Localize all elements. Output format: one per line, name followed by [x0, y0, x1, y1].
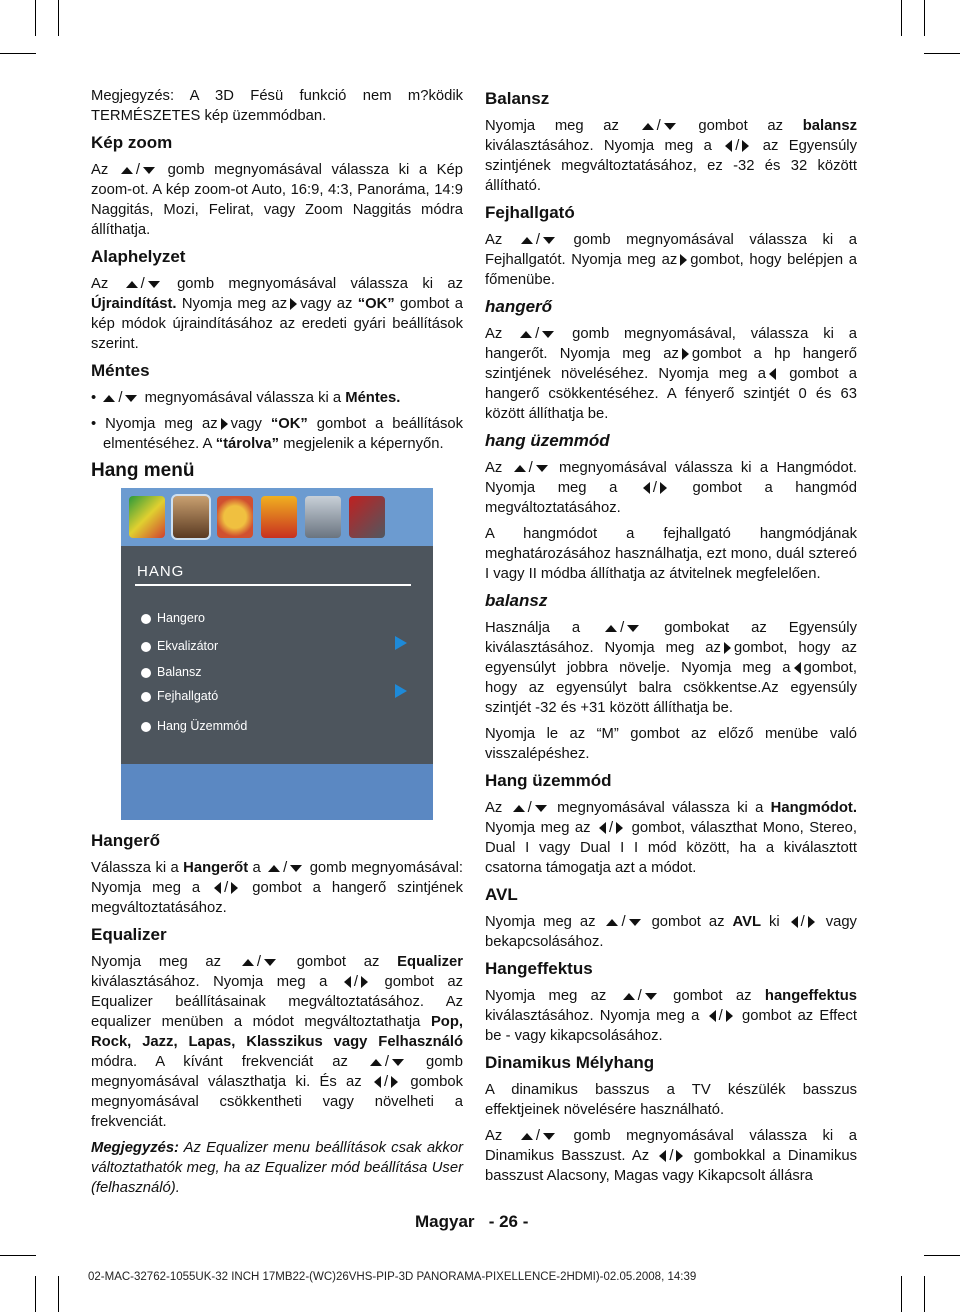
- menu-item-ekvalizator[interactable]: Ekvalizátor: [141, 636, 218, 656]
- right-arrow-icon: [682, 348, 689, 360]
- right-column: [485, 86, 857, 1192]
- fejhallgato-heading: Fejhallgató: [485, 203, 575, 222]
- left-arrow-icon: [769, 368, 776, 380]
- hang-uzemmod-sub-text-2: A hangmódot a fejhallgató hangmódjának meghatározásához használhatja, ezt mono, duál sztereó I vagy II módba állíthatja az átvitelnek megfelelően.: [485, 526, 857, 582]
- hang-menu-heading: Hang menü: [91, 460, 195, 481]
- up-arrow-icon: [623, 993, 635, 1000]
- left-column: [91, 86, 463, 1204]
- crop-mark: [924, 53, 960, 54]
- bullet-dot-icon: [141, 642, 151, 652]
- left-arrow-icon: [374, 1076, 381, 1088]
- up-arrow-icon: [513, 805, 525, 812]
- dinamikus-heading: Dinamikus Mélyhang: [485, 1053, 655, 1072]
- crop-mark: [35, 1276, 36, 1312]
- menu-item-hangero[interactable]: Hangero: [141, 608, 205, 628]
- mentes-heading: Méntes: [91, 361, 150, 380]
- kep-zoom-text: Az / gomb megnyomásával válassza ki a Kép zoom-ot. A kép zoom-ot Auto, 16:9, 4:3, Panoráma, 14:9 Naggitás, Mozi, Felirat, vagy Zoom Naggitás módra állíthatja.: [91, 162, 463, 238]
- down-arrow-icon: [148, 281, 160, 288]
- left-arrow-icon: [791, 916, 798, 928]
- crop-mark: [901, 1276, 902, 1312]
- down-arrow-icon: [536, 465, 548, 472]
- hang-uzemmod-sub-heading: hang üzemmód: [485, 431, 610, 450]
- balansz-sub-text-2: Nyomja le az “M” gombot az előző menübe való visszalépéshez.: [485, 726, 857, 762]
- down-arrow-icon: [543, 1133, 555, 1140]
- bullet-dot-icon: [141, 692, 151, 702]
- crop-mark: [58, 1276, 59, 1312]
- left-arrow-icon: [659, 1150, 666, 1162]
- equalizer-note: Megjegyzés: Az Equalizer menu beállítások csak akkor változtathatók meg, ha az Equalizer mód beállítása User (felhasználó).: [91, 1140, 463, 1196]
- file-footer: 02-MAC-32762-1055UK-32 INCH 17MB22-(WC)26VHS-PIP-3D PANORAMA-PIXELLENCE-2HDMI)-02.05.2008, 14:39: [88, 1271, 697, 1283]
- left-arrow-icon: [794, 662, 801, 674]
- up-arrow-icon: [605, 625, 617, 632]
- menu-icon-bar: [121, 488, 433, 546]
- right-arrow-icon: [676, 1150, 683, 1162]
- down-arrow-icon: [645, 993, 657, 1000]
- right-arrow-icon: [221, 418, 228, 430]
- crop-mark: [0, 53, 36, 54]
- up-arrow-icon: [268, 865, 280, 872]
- menu-panel: [121, 546, 433, 764]
- left-arrow-icon: [599, 822, 606, 834]
- bullet-dot-icon: [141, 614, 151, 624]
- up-arrow-icon: [242, 959, 254, 966]
- up-arrow-icon: [121, 167, 133, 174]
- hangeffektus-heading: Hangeffektus: [485, 959, 593, 978]
- balansz-sub-heading: balansz: [485, 591, 548, 610]
- hang-uzemmod-heading: Hang üzemmód: [485, 771, 612, 790]
- crop-mark: [924, 1255, 960, 1256]
- right-arrow-icon: [361, 976, 368, 988]
- right-arrow-icon: [231, 882, 238, 894]
- up-arrow-icon: [606, 919, 618, 926]
- balansz-text: Nyomja meg az / gombot az balansz kiválasztásához. Nyomja meg a / az Egyensúly szintjének megváltoztatásához, ez -32 és 32 között állítható.: [485, 118, 857, 194]
- mentes-bullet-2: • Nyomja meg az vagy “OK” gombot a beállítások elmentéséhez. A “tárolva” megjelenik a képernyőn.: [91, 416, 463, 452]
- up-arrow-icon: [520, 331, 532, 338]
- clock-icon: [217, 496, 253, 538]
- equalizer-text: Nyomja meg az / gombot az Equalizer kiválasztásához. Nyomja meg a / gombot az Equalizer beállításainak megváltoztatásához. Az equalizer menüben a módot megváltoztathatja Pop, Rock, Jazz, Lapas, Klasszikus vagy Felhasználó módra. A kívánt frekvenciát az / gomb megnyomásával választhatja ki. És az / gombok megnyomásával csökkentheti vagy növelheti a frekvenciát.: [91, 954, 463, 1130]
- alaphelyzet-heading: Alaphelyzet: [91, 247, 186, 266]
- menu-item-balansz[interactable]: Balansz: [141, 662, 201, 682]
- crop-mark: [58, 0, 59, 36]
- right-arrow-icon: [726, 1010, 733, 1022]
- menu-item-hang-uzemmod[interactable]: Hang Üzemmód: [141, 716, 247, 736]
- hang-menu-screenshot: [121, 488, 433, 820]
- balansz-heading: Balansz: [485, 89, 550, 108]
- right-arrow-icon: [616, 822, 623, 834]
- down-arrow-icon: [543, 237, 555, 244]
- hangero-text: Válassza ki a Hangerőt a / gomb megnyomásával: Nyomja meg a / gombot a hangerő szintjének megváltoztatásához.: [91, 860, 463, 916]
- up-arrow-icon: [103, 395, 115, 402]
- menu-title: HANG: [137, 563, 185, 580]
- down-arrow-icon: [392, 1059, 404, 1066]
- hangero-sub-text: Az / gomb megnyomásával, válassza ki a hangerőt. Nyomja meg az gombot a hp hangerő szintjének növeléséhez. Nyomja meg a gombot a hangerő csökkentéséhez. A fényerő szintjét 0 és 63 között állíthatja be.: [485, 326, 857, 422]
- down-arrow-icon: [535, 805, 547, 812]
- hang-uzemmod-text: Az / megnyomásával válassza ki a Hangmódot. Nyomja meg az / gombot, választhat Mono, Stereo, Dual I vagy Dual I I mód között, ha a kiválasztott csatorna támogatja azt a módot.: [485, 800, 857, 876]
- right-arrow-icon: [808, 916, 815, 928]
- source-icon: [349, 496, 385, 538]
- right-arrow-icon: [290, 298, 297, 310]
- up-arrow-icon: [126, 281, 138, 288]
- right-arrow-icon: [742, 140, 749, 152]
- fejhallgato-text: Az / gomb megnyomásával válassza ki a Fejhallgatót. Nyomja meg az gombot, hogy belépjen a főmenübe.: [485, 232, 857, 288]
- down-arrow-icon: [125, 395, 137, 402]
- kep-zoom-heading: Kép zoom: [91, 133, 173, 152]
- submenu-arrow-icon: [395, 636, 407, 650]
- down-arrow-icon: [627, 625, 639, 632]
- crop-mark: [924, 1276, 925, 1312]
- up-arrow-icon: [642, 123, 654, 130]
- hangero-sub-heading: hangerő: [485, 297, 553, 316]
- right-arrow-icon: [391, 1076, 398, 1088]
- up-arrow-icon: [370, 1059, 382, 1066]
- right-arrow-icon: [724, 642, 731, 654]
- cables-icon: [305, 496, 341, 538]
- hangero-heading: Hangerő: [91, 831, 160, 850]
- up-arrow-icon: [514, 465, 526, 472]
- left-arrow-icon: [709, 1010, 716, 1022]
- crop-mark: [924, 0, 925, 36]
- up-arrow-icon: [521, 237, 533, 244]
- right-arrow-icon: [680, 254, 687, 266]
- down-arrow-icon: [664, 123, 676, 130]
- speaker-icon: [173, 496, 209, 538]
- crop-mark: [0, 1255, 36, 1256]
- page-number: Magyar - 26 -: [415, 1212, 529, 1231]
- crop-mark: [901, 0, 902, 36]
- down-arrow-icon: [629, 919, 641, 926]
- hangeffektus-text: Nyomja meg az / gombot az hangeffektus kiválasztásához. Nyomja meg a / gombot az Effect be - vagy kikapcsolásához.: [485, 988, 857, 1044]
- submenu-arrow-icon: [395, 684, 407, 698]
- intro-note: Megjegyzés: A 3D Fésü funkció nem m?ködik TERMÉSZETES kép üzemmódban.: [91, 88, 463, 124]
- menu-footer-bar: [121, 764, 433, 820]
- down-arrow-icon: [143, 167, 155, 174]
- avl-text: Nyomja meg az / gombot az AVL ki / vagy bekapcsolásához.: [485, 914, 857, 950]
- menu-divider: [135, 584, 411, 586]
- mentes-bullet-1: • / megnyomásával válassza ki a Méntes.: [91, 390, 401, 406]
- down-arrow-icon: [290, 865, 302, 872]
- dinamikus-text-2: Az / gomb megnyomásával válassza ki a Dinamikus Basszust. Az / gombokkal a Dinamikus basszust Alacsony, Magas vagy Kikapcsolt állásra: [485, 1128, 857, 1184]
- down-arrow-icon: [542, 331, 554, 338]
- left-arrow-icon: [725, 140, 732, 152]
- menu-item-fejhallgato[interactable]: Fejhallgató: [141, 686, 218, 706]
- dinamikus-text: A dinamikus basszus a TV készülék basszus effektjeinek növelésére használható.: [485, 1082, 857, 1118]
- left-arrow-icon: [643, 482, 650, 494]
- toolbox-icon: [261, 496, 297, 538]
- left-arrow-icon: [344, 976, 351, 988]
- up-arrow-icon: [521, 1133, 533, 1140]
- bullet-dot-icon: [141, 668, 151, 678]
- crop-mark: [35, 0, 36, 36]
- alaphelyzet-text: Az / gomb megnyomásával válassza ki az Újraindítást. Nyomja meg az vagy az “OK” gombot a kép módok újraindításához az eredeti gyári beállítások szerint.: [91, 276, 463, 352]
- bullet-dot-icon: [141, 722, 151, 732]
- balansz-sub-text: Használja a / gombokat az Egyensúly kiválasztásához. Nyomja meg az gombot, hogy az egyensúlyt jobbra növelje. Nyomja meg a gombot, hogy az egyensúlyt balra csökkentse.Az egyensúly szintjét -32 és +31 között állíthatja be.: [485, 620, 858, 716]
- picture-icon: [129, 496, 165, 538]
- left-arrow-icon: [214, 882, 221, 894]
- right-arrow-icon: [660, 482, 667, 494]
- down-arrow-icon: [264, 959, 276, 966]
- equalizer-heading: Equalizer: [91, 925, 167, 944]
- avl-heading: AVL: [485, 885, 518, 904]
- hang-uzemmod-sub-text: Az / megnyomásával válassza ki a Hangmódot. Nyomja meg a / gombot a hangmód megváltoztatásához.: [485, 460, 857, 516]
